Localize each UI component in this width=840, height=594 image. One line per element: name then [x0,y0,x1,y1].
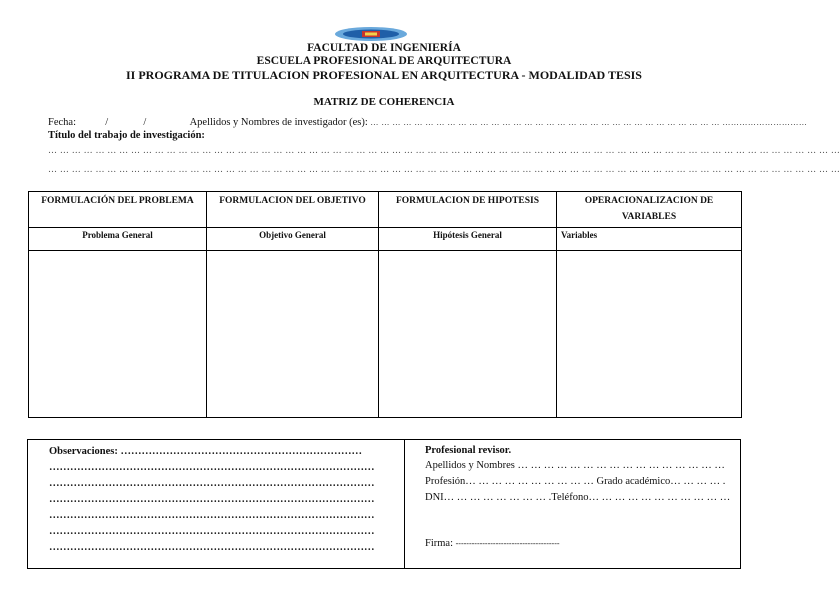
revisor-profesion-field[interactable]: Profesión… … … … … … … … … … Grado académico… … … … . [425,476,726,487]
coherence-matrix [28,191,742,418]
column-subheader: Problema General [29,228,206,251]
revisor-dni-field[interactable]: DNI… … … … … … … … .Teléfono… … … … … … … … … … … [425,492,731,503]
university-logo-icon [334,26,408,42]
fecha-row [48,117,807,128]
revisor-title: Profesional revisor. [425,445,512,456]
column-subheader: Variables [557,228,741,251]
matrix-column-objetivo [207,192,379,417]
column-header: FORMULACION DEL OBJETIVO [207,192,378,228]
column-header: OPERACIONALIZACION DE VARIABLES [557,192,741,228]
titulo-field-line-1[interactable]: … … … … … … … … … … … … … … … … … … … … … … … … … … … … … … … … … … … … … … … … … … … … … … … … … … … … … … … … … … … … … … … … … … … [48,146,840,156]
observaciones-panel [28,440,405,568]
school-heading: ESCUELA PROFESIONAL DE ARQUITECTURA [256,55,512,67]
titulo-field-line-2[interactable]: … … … … … … … … … … … … … … … … … … … … … … … … … … … … … … … … … … … … … … … … … … … … … … … … … … … … … … … … … … … … … … … … … … … [48,165,840,175]
column-subheader: Hipótesis General [379,228,556,251]
revisor-panel [406,440,740,568]
faculty-heading: FACULTAD DE INGENIERÍA [307,42,461,54]
observaciones-line[interactable]: ………………………………………………………………………………… [49,526,375,537]
investigador-field[interactable]: … … … … … … … … … … … … … … … … … … … … … … … … … … … … … … … … ………………………… [370,118,808,127]
matrix-column-variables [557,192,741,417]
observaciones-label: Observaciones: …………………………………………………………… [49,446,362,457]
observaciones-line[interactable]: ………………………………………………………………………………… [49,510,375,521]
observaciones-line[interactable]: ………………………………………………………………………………… [49,542,375,553]
fecha-separator: / [143,117,147,128]
firma-row [425,538,560,549]
column-header: FORMULACION DE HIPOTESIS [379,192,556,228]
column-subheader: Objetivo General [207,228,378,251]
matrix-column-problema [29,192,207,417]
fecha-label: Fecha: [48,117,76,128]
program-heading: II PROGRAMA DE TITULACION PROFESIONAL EN ARQUITECTURA - MODALIDAD TESIS [126,68,642,82]
observaciones-line[interactable]: ………………………………………………………………………………… [49,494,375,505]
review-box [27,439,741,569]
observaciones-line[interactable]: ………………………………………………………………………………… [49,462,375,473]
revisor-apellidos-field[interactable]: Apellidos y Nombres … … … … … … … … … … … … … … … … [425,460,725,471]
matrix-title: MATRIZ DE COHERENCIA [313,96,455,108]
firma-label: Firma: [425,538,453,549]
column-header: FORMULACIÓN DEL PROBLEMA [29,192,206,228]
titulo-label: Título del trabajo de investigación: [48,130,205,141]
firma-field[interactable]: --------------------------------------- [455,539,560,548]
investigador-label: Apellidos y Nombres de investigador (es): [189,117,368,128]
matrix-column-hipotesis [379,192,557,417]
observaciones-line[interactable]: ………………………………………………………………………………… [49,478,375,489]
fecha-separator: / [105,117,109,128]
